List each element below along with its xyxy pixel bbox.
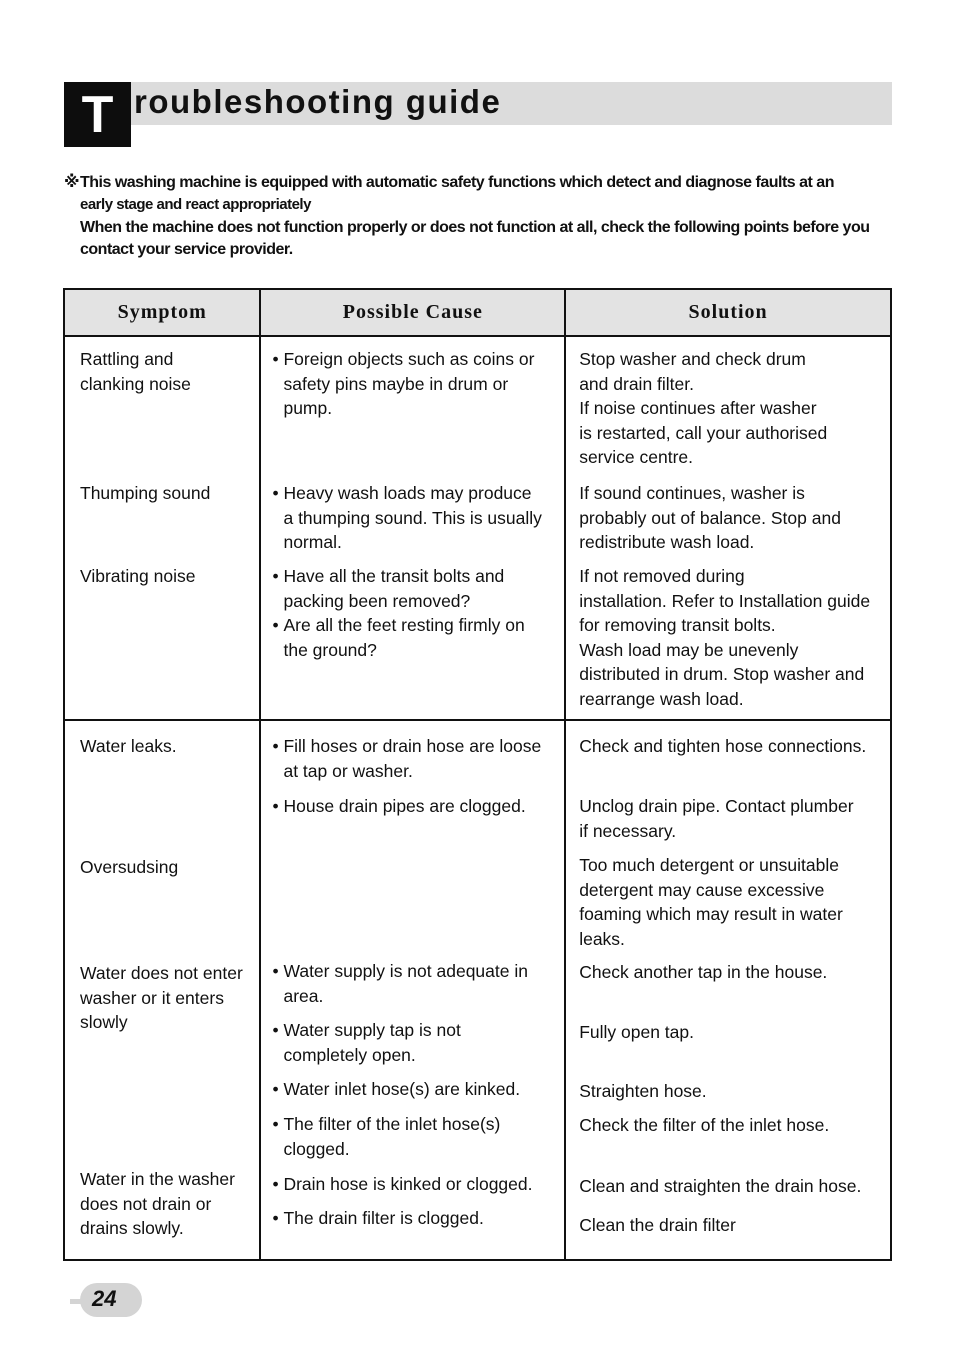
symptom-rattling: Rattling and clanking noise [80,349,191,394]
cause-cell-group-1 [260,336,565,720]
solution-item: Straighten hose. [579,1081,707,1101]
solution-item: If sound continues, washer is probably out of balance. Stop and redistribute wash load. [579,483,841,552]
header-possible-cause: Possible Cause [260,289,565,336]
cause-item: • Have all the transit bolts and packing been removed? [272,566,505,611]
reference-mark-icon: ※ [64,174,80,191]
cause-item: • Drain hose is kinked or clogged. [272,1174,533,1194]
solution-item: Clean the drain filter [579,1215,736,1235]
symptom-thumping: Thumping sound [80,483,211,503]
title-initial-letter: T [64,82,131,147]
cause-item: • Heavy wash loads may produce a thumping sound. This is usually normal. [272,483,542,552]
intro-line-3: When the machine does not function properly or does not function at all, check the following points before you contact your service provider. [80,219,870,258]
solution-item: Clean and straighten the drain hose. [579,1176,862,1196]
cause-item: • The drain filter is clogged. [272,1208,484,1228]
page-number-badge [70,1283,140,1317]
intro-line-1: This washing machine is equipped with automatic safety functions which detect and diagnose faults at an [80,174,834,191]
intro-line-2: early stage and react appropriately [80,196,311,213]
solution-item: Check another tap in the house. [579,962,828,982]
cause-item: • Water supply is not adequate in area. [272,961,528,1006]
cause-item: • Water supply tap is not completely open. [272,1020,461,1065]
symptom-cell-group-2 [64,720,260,1260]
page-title: roubleshooting guide [134,83,502,120]
cause-cell-group-2 [260,720,565,1260]
symptom-water-does-not-enter: Water does not enter washer or it enters slowly [80,963,243,1032]
solution-item: Too much detergent or unsuitable detergent may cause excessive foaming which may result in water leaks. [579,855,843,949]
troubleshooting-table [63,288,892,1261]
cause-item: • House drain pipes are clogged. [272,796,526,816]
symptom-vibrating: Vibrating noise [80,566,196,586]
solution-item: Check the filter of the inlet hose. [579,1115,830,1135]
cause-item: • Fill hoses or drain hose are loose at tap or washer. [272,736,542,781]
header-solution: Solution [565,289,891,336]
symptom-water-leaks: Water leaks. [80,736,177,756]
header-symptom: Symptom [64,289,260,336]
symptom-water-does-not-drain: Water in the washer does not drain or drains slowly. [80,1169,235,1238]
symptom-oversudsing: Oversudsing [80,857,179,877]
solution-item: Unclog drain pipe. Contact plumber if necessary. [579,796,854,841]
cause-item: • The filter of the inlet hose(s) clogged. [272,1114,501,1159]
solution-item: Fully open tap. [579,1022,694,1042]
intro-note [64,172,890,261]
solution-item: Stop washer and check drum and drain filter. If noise continues after washer is restarted, call your authorised service centre. [579,349,828,467]
symptom-cell-group-1 [64,336,260,720]
cause-item: • Foreign objects such as coins or safety pins maybe in drum or pump. [272,349,535,418]
page-number: 24 [92,1286,117,1311]
solution-cell-group-2 [565,720,891,1260]
cause-item: • Are all the feet resting firmly on the ground? [272,615,525,660]
cause-item: • Water inlet hose(s) are kinked. [272,1079,521,1099]
solution-item: If not removed during installation. Refer to Installation guide for removing transit bolts. Wash load may be unevenly distributed in drum. Stop washer and rearrange wash load. [579,566,871,709]
solution-cell-group-1 [565,336,891,720]
solution-item: Check and tighten hose connections. [579,736,867,756]
